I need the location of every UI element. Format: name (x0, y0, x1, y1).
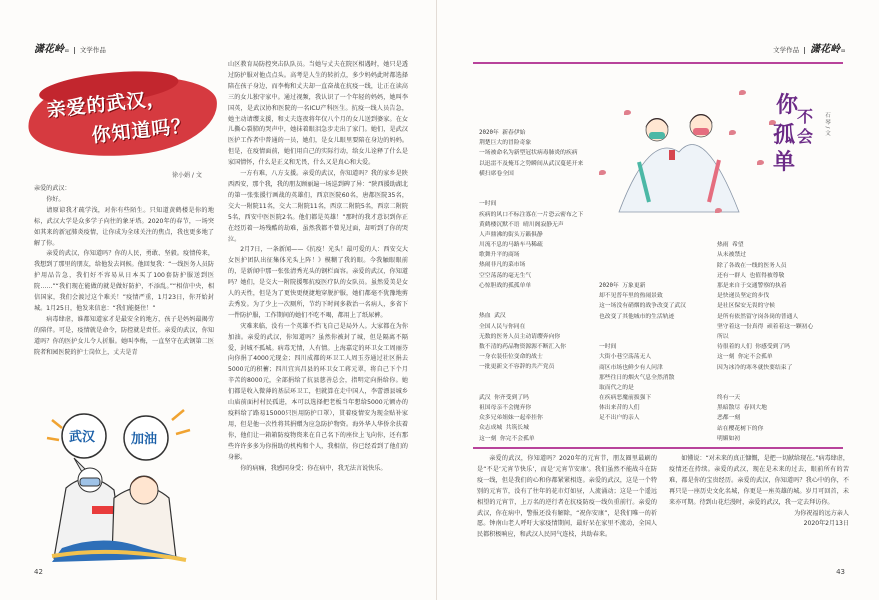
poem-line: 坚守着这一份真得 顽着着这一颗初心 (717, 323, 814, 330)
poem-line: 一批更新文不容辞的共产党员 (479, 364, 555, 371)
left-page (0, 0, 437, 600)
paragraph: 亲爱的武汉，你知道吗？你的人民，勇敢、坚毅。疫情传来，我想到了那里的朋友，给他发去问候。他回复我：“一线医务人员防护用品告急，我们好不容易从日本买了100套防护服送到医院……”“我们现在能做的就是做好防护，不添乱。”“相信中央，相信国家，我们会渡过这个难关！”疫情严重，1月23日，你开始封城。1月25日，他发来信息：“我们能挺住！” (34, 250, 214, 312)
poem-line (717, 118, 813, 128)
article-title-line2: 你知道吗？ (90, 114, 193, 147)
poem-line: 全国人民与你同在 (479, 323, 526, 330)
article-author: 徐小娟 / 文 (172, 172, 202, 179)
poem-line: 心惊胆战的孤孤单单 (479, 282, 532, 289)
article-title-art (31, 61, 208, 174)
wuhan-jiayou-illustration (44, 398, 194, 566)
poem-line: 武汉 你齐受到了吗 (479, 394, 529, 401)
poem-line (479, 291, 583, 301)
section-label: 文学作品 (773, 46, 800, 54)
poem-title-char: 孤 (773, 122, 796, 148)
paragraph: 你的病痛，我感同身受；你在病中，我无法言说快乐。 (240, 464, 387, 472)
paragraph: 山区教育局防控突击队队员。当她与丈夫在院区相遇时，她只是透过防护服对他点点头。高考是人生的转折点，多少妈妈此时都选择陪在孩子身边，而李梅和丈夫却一直奋战在抗疫一线，让正在读高三的女儿独守家中。通过视频，我认识了一个年轻的妈妈，她叫李国英，是武汉协和医院的一名ICU产科医生。抗疫一线人员告急，她主动请缨支援，和丈夫连夜将年仅八个月的女儿送到婆家。在女儿撕心裂肺的哭声中，她抹着眼泪急步走出了家门。她们，是武汉医护工作者中普通的一员，她们，是女儿眼里要陪在身边的妈妈。但是，在疫情面前，她们用自己的实际行动，给女儿诠释了什么是家国情怀，什么是正义和无畏，什么又是真心和大爱。 (228, 61, 408, 167)
petal-decoration (739, 90, 746, 95)
article-column-1 (34, 184, 214, 359)
poem-line: 黑暗散尽 春回大地 (717, 405, 767, 412)
poem-line: 歌舞升平的商场 (479, 252, 520, 259)
poem-line: 众志成城 共筑长城 (479, 425, 529, 432)
poem-line: 疾病的风口不标注寡在一片恐云密布之下 (479, 211, 584, 218)
poem-line (479, 373, 583, 383)
paragraph: 2月7日，一条新闻——《抗疫！光头！最可爱的人：西安交大女医护团队出征集体光头上阵！》模糊了我的眼。今我触眼眼前的，是新闻中那一张张清秀光头的钢栏面容。亲爱的武汉，你知道吗？她们，是交大一附院援鄂抗疫医疗队的女队员。虽然爱美是女人的天性，但是为了更快更便捷地穿脱护服，她们都毫不犹豫地剪去秀发。为了少上一次厕所，节约下时间多救治一名病人，多省下一件防护服，工作期间的她们不吃不喝，都用上了纸尿裤。 (228, 246, 408, 319)
paragraph: 灾难来临，没有一个英雄不挡飞自己是局外人。大家都在为你加油。亲爱的武汉，你知道吗？虽然你被封了城，但是隔离不隔爱，封城不孤城。病毒无情，人有情。上海嘉定的环卫女工周丽芬向你捐了4000元现金；四川成都的环卫工人周玉芬通过社区捐去5000元的积蓄；四川宜宾昌县的环卫女工蒋元翠，将自己下个月辛苦的8000元，全部捐给了抗县慈善总会，指明定向捐给你。她们都是收入微薄的基层环卫工，但就算在走中国人，李蕾漂县城乡山庙前面村村民孤进，本可以选择把老板当年想给5000元额办的疫料给了路易15000只医用防护口罩），贯着疫情安为现金贴补家用，但是他一次性将其捐赠为应急防护物资。海外华人华侨余扶着你，他们让一箱箱防疫物资来在自己名下的座位上飞向你，还有那些许许多多为你捐助的机构和个人，我相信，你已经看到了他们的身影。 (228, 322, 408, 461)
poem-line: 热雨 希望 (717, 242, 744, 249)
poem-line (717, 128, 813, 138)
page-number: 42 (34, 568, 43, 576)
poem-line: 从未被禁过 (717, 252, 746, 259)
poem-line (717, 138, 813, 148)
poem-line: 那是来自于交通警察的执着 (717, 283, 787, 289)
poem-line: 明媚如初 (717, 435, 741, 442)
poem-line: 在疾病恶魔前拔强下 (599, 395, 652, 402)
poem-line: 这一刻 你定不会孤单 (717, 354, 773, 361)
poem-title-char: 你 (776, 92, 799, 118)
paragraph: 你好。 (46, 195, 65, 203)
poem-line: 是快递员坚定的步伐 (717, 293, 770, 300)
poem-column-1 (479, 128, 583, 444)
poem-line: 待很着的人们 你感受到了吗 (717, 344, 791, 351)
poem-line (717, 220, 813, 230)
poem-line: 众多兄弟姐妹一起牵挂你 (479, 415, 543, 422)
poem-line: 横扫席卷全国 (479, 170, 514, 177)
poem-line: 2020年 新春伊始 (479, 130, 526, 136)
paragraph: 如懂说：“对未来的真正慷慨，是把一切献给现在。”病毒肆虐，疫情还在持续。亲爱的武汉，现在是未来的过去，眼前所有的苦难，都是你的宝贵经历。亲爱的武汉，你知道吗？我心中的你，不再只是一座历史文化名城，你更是一座英雄的城。岁月可回首，未来亦可期。待到山花烂漫时，亲爱的武汉，我一定去拜访你。 (669, 455, 849, 506)
poem-line: 是所有依然留守岗各岗的普通人 (717, 313, 799, 320)
poem-line: 除了各战在一线的医务人员 (717, 262, 787, 269)
mid-rule (473, 447, 843, 449)
poem-line (717, 169, 813, 179)
paragraph: 一方有难，八方支援。亲爱的武汉，你知道吗？我的家乡是陕西西安，那个我，我的朋友顾丽遍一场巡到碑了异：“陕西援助湖北的第一张张援行画战的英雄们，西京医院60名，唐都医院35名，交大一附院11名，交大二附院11名，西京二附院5名，西京二附院5名，西安中医医院2名。他们都是英雄！”那时的我才意识到你正在经历着一场残酷的劫难，虽然我都不曾见过面，却听到了你的哭泣。 (228, 170, 408, 243)
poem-line: 取而代之的是 (599, 384, 634, 391)
poem-line: 却不见普年里的热闹景致 (599, 293, 663, 300)
section-label: 文学作品 (79, 46, 106, 54)
poem-line: 大街小巷空荡荡无人 (599, 354, 652, 361)
poem-line (717, 230, 813, 240)
poem-line: 川流不息的马路车马稀疏 (479, 242, 543, 249)
paragraph: 病毒肆虐，谁都知道家才是最安全的地方，孩子是妈妈最揭劳的陪伴。可是，疫情就是命令，防控就是责任。亲爱的武汉，你知道吗？你的医护女儿令人折服。她叫李梅，一直坚守在武钢第二医院者和园医院的护士岗位上，丈夫是青 (34, 315, 214, 356)
poem-line: 所以 (717, 333, 729, 340)
poem-line (599, 332, 686, 342)
paragraph: 亲爱的武汉： (34, 185, 71, 192)
poem-line: 荆楚巨大的冒险奇象 (479, 140, 532, 147)
poem-line: 祖国母亲不会抛弃你 (479, 405, 532, 412)
poem-line (479, 383, 583, 393)
poem-column-2 (599, 281, 686, 424)
poem-line (717, 149, 813, 159)
poem-line: 足不出户的亲人 (599, 415, 640, 422)
top-rule (473, 62, 843, 64)
poem-line: 站在樱花树下的你 (717, 425, 764, 432)
poem-line (599, 322, 686, 332)
poem-line: 一时间 (479, 201, 497, 208)
poem-column-3 (717, 118, 813, 444)
magazine-logo: 潇花岭Ⅲ (34, 44, 69, 55)
poem-line: 这一场没有硝烟的战争改变了武汉 (599, 303, 686, 310)
poem-line: 热闹非凡的菜市场 (479, 262, 526, 269)
poem-line: 因为冰冷的寒冬就快要结束了 (717, 364, 793, 371)
poem-title-char: 单 (773, 149, 796, 175)
paragraph: 亲爱的武汉，你知道吗？2020年的元宵节，朋友圈里最刷的是“不是‘元宵节快乐’，而是‘元宵节安康’。我们虽然不能战斗在防疫一线，但是我们的心和你都紧紧相连。亲爱的武汉，这是一个特别的元宵节，没有了往年的花市灯如昼，人流涌动；这是一个遥远相望的元宵节，上万名的逆行者在抗疫防疫一线负重前行。亲爱的武汉，你在病中，警报还没有解除，“祝你安康”，是我们唯一的祈愿。钟南山老人呼吁大家疫情期间，最好呆在家里不流动，全国人民都积极响应，和武汉人民同气连枝，共助春来。 (477, 455, 657, 539)
petal-decoration (624, 110, 631, 115)
poem-line: 以迅雷不及掩耳之势瞬间从武汉蔓延开来 (479, 160, 584, 167)
poem-line: 那些往日的烟火气息全然消散 (599, 374, 675, 381)
poem-line: 无数的医务人员主动请缨奔向你 (479, 333, 561, 340)
poem-title-char: 会 (797, 127, 814, 146)
page-number: 43 (836, 568, 845, 576)
poem-line: 数不清的药品物资源源不断汇入你 (479, 343, 566, 350)
poem-line: 2020年 万象更新 (599, 283, 646, 289)
poem-line (479, 301, 583, 311)
poem-line: 一身衣装佳位变命的战士 (479, 354, 543, 361)
poem-line: 黄鹤楼沉默不语 晴川阁寂静无声 (479, 221, 564, 228)
poem-line: 商区市场也鲜少有人问津 (599, 364, 663, 371)
poem-line: 也改变了其他城市的生活轨迹 (599, 313, 675, 320)
poem-line: 终有一天 (717, 395, 741, 402)
poem-line: 一时间 (599, 344, 617, 351)
poem-line (479, 179, 583, 189)
running-header (34, 40, 106, 55)
svg-text:加油: 加油 (131, 432, 158, 447)
poem-line: 是社区保安无畏的守候 (717, 303, 775, 310)
poem-line: 热血 武汉 (479, 313, 506, 320)
poem-line (717, 210, 813, 220)
right-page (439, 0, 879, 600)
poem-line: 人声鼎沸的街头万籁俱静 (479, 231, 543, 238)
svg-text:武汉: 武汉 (69, 430, 96, 445)
paragraph: 为你祝福的远方亲人 (794, 509, 849, 517)
poem-title-char: 不 (797, 107, 814, 126)
poem-line: 还有一群人 也值得被尊敬 (717, 272, 785, 279)
poem-line: 体出来昔的人们 (599, 405, 640, 412)
paragraph: 请原谅我才疏学浅，对你有些陌生。只知道黄鹤楼是你的地标，武汉大学是众多学子向往的象牙塔。2020年的春节，一场突如其来的新冠肺炎疫情，让你成为全球关注的焦点，我也更多地了解了你。 (34, 206, 214, 247)
paragraph: 2020年2月13日 (803, 520, 849, 528)
poem-author: 石 琴 / 文 (824, 112, 830, 136)
letter-text-2 (669, 454, 849, 530)
letter-text-1 (477, 454, 657, 541)
article-title-line1: 亲爱的武汉， (45, 87, 168, 122)
poem-line: 一场被命名为新型冠状病毒肺炎的疾病 (479, 150, 578, 157)
running-header (773, 40, 845, 55)
poem-line (717, 159, 813, 169)
poem-line (717, 373, 813, 383)
poem-line: 恶都一刻 (717, 415, 741, 422)
poem-line: 这一刻 你完不会孤单 (479, 435, 535, 442)
petal-decoration (599, 170, 606, 175)
poem-line (717, 189, 813, 199)
poem-line (717, 179, 813, 189)
poem-line (717, 200, 813, 210)
article-column-2 (228, 60, 408, 474)
magazine-logo: 潇花岭Ⅲ (810, 44, 845, 55)
poem-line (717, 383, 813, 393)
poem-line: 空空荡荡的毫无生气 (479, 272, 532, 279)
poem-line (479, 189, 583, 199)
